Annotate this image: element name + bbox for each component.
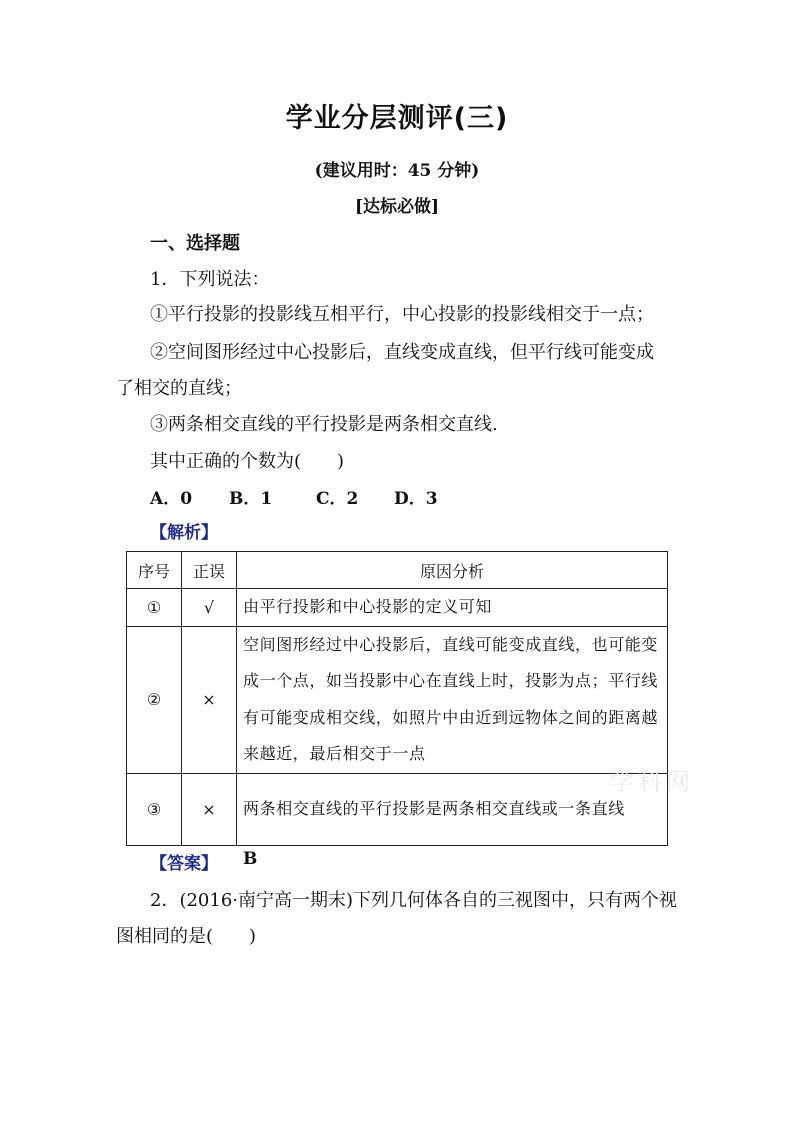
q1-statement-3: ③两条相交直线的平行投影是两条相交直线. (150, 414, 498, 435)
answer-label: 【答案】 (150, 854, 218, 874)
choice-c: C．2 (316, 489, 359, 509)
table-row (127, 773, 668, 845)
q1-stem: 1．下列说法： (150, 269, 270, 290)
choice-a: A．0 (150, 489, 193, 509)
q1-statement-2b: 了相交的直线； (116, 378, 242, 399)
row-number: ① (127, 589, 182, 627)
q1-statement-1: ①平行投影的投影线互相平行，中心投影的投影线相交于一点； (150, 304, 654, 325)
q1-question: 其中正确的个数为( ) (150, 451, 345, 472)
section-heading: 一、选择题 (150, 233, 240, 254)
row-judgement: × (182, 626, 237, 773)
header-number: 序号 (127, 552, 182, 589)
header-reason: 原因分析 (237, 552, 668, 589)
row-reason: 空间图形经过中心投影后，直线可能变成直线，也可能变成一个点，如当投影中心在直线上时，投影为点；平行线有可能变成相交线，如照片中由近到远物体之间的距离越来越近，最后相交于一点 (237, 626, 668, 773)
choice-b: B．1 (229, 489, 273, 509)
q1-statement-2a: ②空间图形经过中心投影后，直线变成直线，但平行线可能变成 (150, 342, 654, 363)
row-judgement: × (182, 773, 237, 845)
analysis-table (126, 551, 668, 846)
row-number: ③ (127, 773, 182, 845)
table-header-row (127, 552, 668, 589)
time-note: (建议用时：45 分钟) (314, 161, 480, 181)
header-judgement: 正误 (182, 552, 237, 589)
analysis-label: 【解析】 (150, 523, 218, 543)
row-number: ② (127, 626, 182, 773)
choice-d: D．3 (394, 489, 438, 509)
row-reason: 两条相交直线的平行投影是两条相交直线或一条直线 (237, 773, 668, 845)
answer-value: B (243, 849, 258, 869)
watermark-logo: 学科网 (610, 768, 694, 796)
level-label: [达标必做] (354, 197, 440, 217)
row-reason: 由平行投影和中心投影的定义可知 (237, 589, 668, 627)
table-row (127, 626, 668, 773)
row-judgement: √ (182, 589, 237, 627)
page-title: 学业分层测评(三) (285, 103, 509, 134)
q2-line-2: 图相同的是( ) (116, 926, 257, 947)
table-row (127, 589, 668, 627)
q2-line-1: 2．(2016·南宁高一期末)下列几何体各自的三视图中，只有两个视 (150, 890, 678, 911)
